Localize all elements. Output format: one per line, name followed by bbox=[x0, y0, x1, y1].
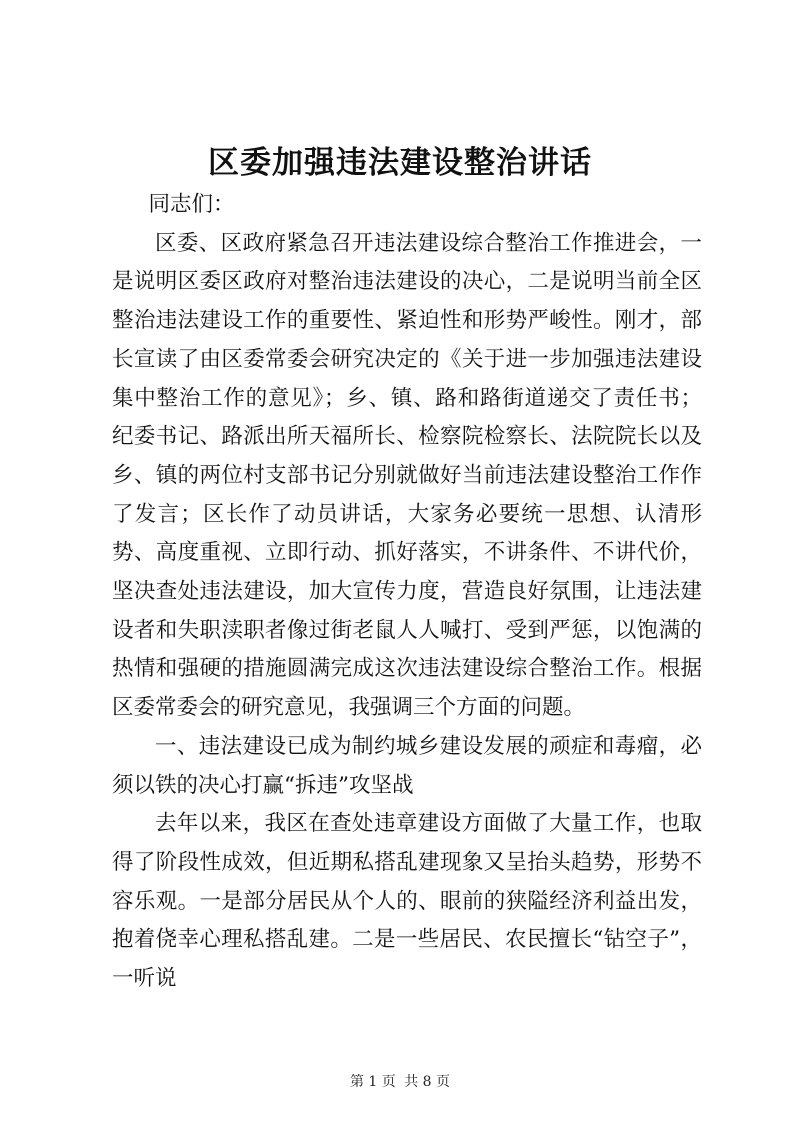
document-title: 区委加强违法建设整治讲话 bbox=[208, 145, 592, 181]
section-paragraph-1: 去年以来，我区在查处违章建设方面做了大量工作，也取得了阶段性成效，但近期私搭乱建现象又呈抬头趋势，形势不容乐观。一是部分居民从个人的、眼前的狭隘经济利益出发，抱着侥幸心理私搭乱建。二是一些居民、农民擅长“钻空子”，一听说 bbox=[112, 811, 702, 992]
page-number: 第 1 页 bbox=[349, 1074, 396, 1090]
opening-paragraph: 区委、区政府紧急召开违法建设综合整治工作推进会，一是说明区委区政府对整治违法建设的决心，二是说明当前全区整治违法建设工作的重要性、紧迫性和形势严峻性。刚才，部长宣读了由区委常委会研究决定的《关于进一步加强违法建设集中整治工作的意见》；乡、镇、路和路街道递交了责任书；纪委书记、路派出所天福所长、检察院检察长、法院院长以及乡、镇的两位村支部书记分别就做好当前违法建设整治工作作了发言；区长作了动员讲话，大家务必要统一思想、认清形势、高度重视、立即行动、抓好落实，不讲条件、不讲代价，坚决查处违法建设，加大宣传力度，营造良好氛围，让违法建设者和失职渎职者像过街老鼠人人喊打、受到严惩，以饱满的热情和强硬的措施圆满完成这次违法建设综合整治工作。根据区委常委会的研究意见，我强调三个方面的问题。 bbox=[112, 230, 702, 721]
page-total: 共 8 页 bbox=[404, 1074, 451, 1090]
document-body bbox=[112, 186, 702, 999]
salutation-paragraph: 同志们： bbox=[148, 192, 235, 217]
section-heading-1: 一、违法建设已成为制约城乡建设发展的顽症和毒瘤，必须以铁的决心打赢“拆违”攻坚战 bbox=[112, 733, 702, 798]
page-footer bbox=[0, 1072, 800, 1092]
